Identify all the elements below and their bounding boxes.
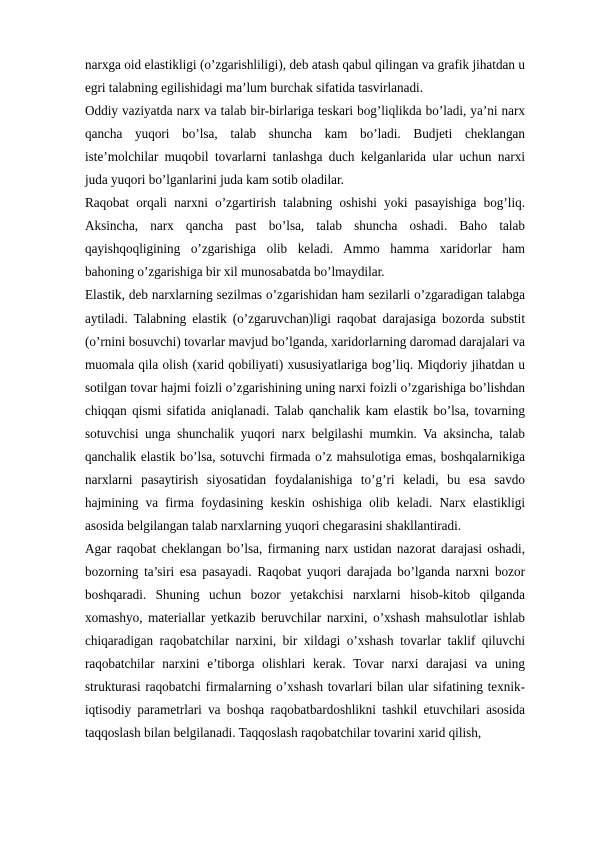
document-page <box>85 53 525 744</box>
paragraph-limited-competition: Agar raqobat cheklangan bo’lsa, firmaning narx ustidan nazorat darajasi oshadi, bozorning ta’siri esa pasayadi. Raqobat yuqori darajada bo’lganda narxni bozor boshqaradi. Shuning uchun bozor yetakchisi narxlarni hisob-kitob qilganda xomashyo, materiallar yetkazib beruvchilar narxini, o’xshash mahsulotlar ishlab chiqaradigan raqobatchilar narxini, bir xildagi o’xshash tovarlar taklif qiluvchi raqobatchilar narxini e’tiborga olishlari kerak. Tovar narxi darajasi va uning strukturasi raqobatchi firmalarning o’xshash tovarlari bilan ular sifatining texnik-iqtisodiy parametrlari va boshqa raqobatbardoshlikni tashkil etuvchilari asosida taqqoslash bilan belgilanadi. Taqqoslash raqobatchilar tovarini xarid qilish, <box>85 540 525 741</box>
paragraph-competition-price: Raqobat orqali narxni o’zgartirish talabning oshishi yoki pasayishiga bog’liq. Aksincha, narx qancha past bo’lsa, talab shuncha oshadi. Baho talab qayishqoqligining o’zgarishiga olib keladi. Ammo hamma xaridorlar ham bahoning o’zgarishiga bir xil munosabatda bo’lmaydilar. <box>85 195 525 280</box>
paragraph-price-elasticity-intro: narxga oid elastikligi (o’zgarishliligi), deb atash qabul qilingan va grafik jihatdan u egri talabning egilishidagi ma’lum burchak sifatida tasvirlanadi. <box>85 57 525 96</box>
paragraph-elastic-demand: Elastik, deb narxlarning sezilmas o’zgarishidan ham sezilarli o’zgaradigan talabga aytiladi. Talabning elastik (o’zgaruvchan)ligi raqobat darajasiga bozorda substit (o’rnini bosuvchi) tovarlar mavjud bo’lganda, xaridorlarning daromad darajalari va muomala qila olish (xarid qobiliyati) xususiyatlariga bog’liq. Miqdoriy jihatdan u sotilgan tovar hajmi foizli o’zgarishining uning narxi foizli o’zgarishiga bo’lishdan chiqqan qismi sifatida aniqlanadi. Talab qanchalik kam elastik bo’lsa, tovarning sotuvchisi unga shunchalik yuqori narx belgilashi mumkin. Va aksincha, talab qanchalik elastik bo’lsa, sotuvchi firmada o’z mahsulotiga emas, boshqalarnikiga narxlarni pasaytirish siyosatidan foydalanishiga to’g’ri keladi, bu esa savdo hajmining va firma foydasining keskin oshishiga olib keladi. Narx elastikligi asosida belgilangan talab narxlarning yuqori chegarasini shakllantiradi. <box>85 287 525 533</box>
paragraph-inverse-relation: Oddiy vaziyatda narx va talab bir-birlariga teskari bog’liqlikda bo’ladi, ya’ni narx qancha yuqori bo’lsa, talab shuncha kam bo’ladi. Budjeti cheklangan iste’molchilar muqobil tovarlarni tanlashga duch kelganlarida ular uchun narxi juda yuqori bo’lganlarini juda kam sotib oladilar. <box>85 103 525 188</box>
